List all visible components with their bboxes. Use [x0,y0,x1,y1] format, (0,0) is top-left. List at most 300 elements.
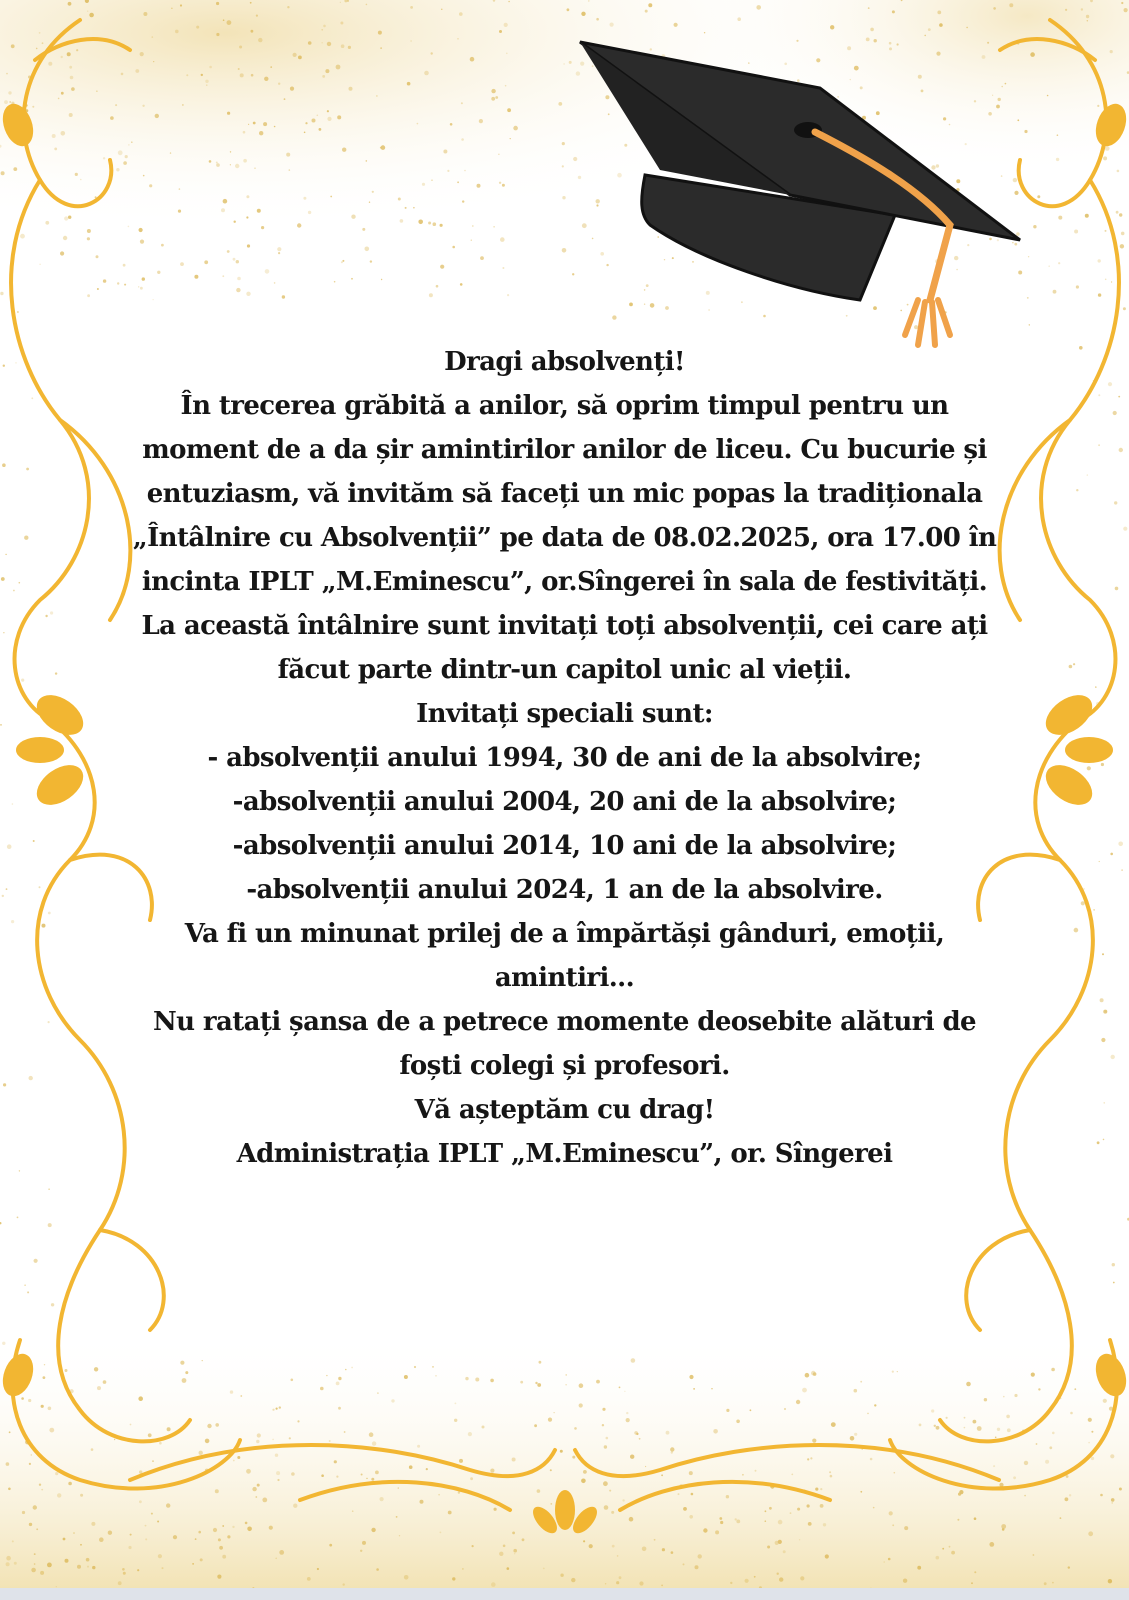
glitter-speck [624,144,627,147]
glitter-speck [40,1571,44,1575]
glitter-speck [360,1550,362,1552]
glitter-speck [369,1432,374,1437]
glitter-speck [334,281,336,283]
glitter-speck [465,1377,468,1380]
glitter-speck [548,1418,552,1422]
glitter-speck [1007,1428,1011,1432]
glitter-speck [977,1426,982,1431]
glitter-speck [918,75,922,79]
glitter-speck [480,256,484,260]
glitter-speck [837,96,838,97]
glitter-speck [123,1572,126,1575]
glitter-speck [936,1426,940,1430]
glitter-speck [1105,1010,1107,1012]
glitter-speck [654,1539,656,1541]
glitter-speck [167,1427,171,1431]
glitter-speck [1088,1442,1090,1444]
glitter-speck [209,66,212,69]
glitter-speck [291,1379,294,1382]
glitter-speck [138,1396,143,1401]
glitter-speck [375,1471,379,1475]
special-guest-item: - absolvenții anului 1994, 30 de ani de la absolvire; [207,743,922,773]
glitter-speck [472,1545,474,1547]
glitter-speck [124,284,126,286]
glitter-speck [381,279,382,280]
glitter-speck [1123,307,1126,310]
glitter-speck [157,1521,159,1523]
glitter-speck [254,167,256,169]
glitter-speck [507,108,511,112]
glitter-speck [438,1494,440,1496]
glitter-speck [142,277,145,280]
glitter-speck [866,38,870,42]
glitter-speck [897,1371,898,1372]
glitter-speck [459,1459,463,1463]
glitter-speck [870,1458,873,1461]
glitter-speck [1070,1412,1073,1415]
glitter-speck [305,122,307,124]
glitter-speck [123,264,126,267]
glitter-speck [1095,686,1097,688]
glitter-speck [892,10,895,13]
glitter-speck [429,293,433,297]
glitter-speck [240,73,244,77]
paragraph-line: entuziasm, vă invităm să faceți un mic popas la tradiționala [146,479,983,509]
glitter-speck [691,1493,694,1496]
glitter-speck [270,66,272,68]
glitter-speck [534,1424,537,1427]
glitter-speck [737,17,741,21]
glitter-speck [461,138,464,141]
glitter-speck [876,111,880,115]
glitter-speck [45,221,49,225]
glitter-speck [440,265,444,269]
glitter-speck [1058,262,1060,264]
glitter-speck [243,159,247,163]
glitter-speck [1111,1055,1115,1059]
glitter-speck [230,1390,233,1393]
glitter-speck [550,1503,552,1505]
glitter-speck [1009,3,1013,7]
glitter-speck [161,244,164,247]
glitter-speck [261,226,264,229]
glitter-speck [1115,587,1119,591]
glitter-speck [987,42,989,44]
glitter-speck [227,1535,230,1538]
glitter-speck [7,844,12,849]
glitter-speck [380,47,382,49]
glitter-speck [1074,928,1079,933]
glitter-speck [91,1448,94,1451]
glitter-speck [799,1539,800,1540]
glitter-speck [287,6,289,8]
glitter-speck [499,30,502,33]
glitter-speck [471,240,472,241]
glitter-speck [340,2,341,3]
glitter-speck [736,1520,740,1524]
glitter-speck [1049,1446,1052,1449]
glitter-speck [943,117,946,120]
glitter-speck [1119,1488,1122,1491]
glitter-speck [279,1406,281,1408]
glitter-speck [345,1369,347,1371]
glitter-speck [171,8,172,9]
glitter-speck [1024,1495,1026,1497]
glitter-speck [1120,244,1124,248]
glitter-speck [257,1433,261,1437]
glitter-speck [448,1511,452,1515]
glitter-speck [535,1382,537,1384]
glitter-speck [683,1563,685,1565]
glitter-speck [170,152,171,153]
glitter-speck [274,126,276,128]
glitter-speck [264,77,268,81]
glitter-speck [274,282,276,284]
glitter-speck [870,28,874,32]
glitter-speck [820,1504,824,1508]
paragraph-line: moment de a da șir amintirilor anilor de liceu. Cu bucurie și [142,435,987,465]
glitter-speck [149,184,152,187]
glitter-speck [494,1508,497,1511]
glitter-speck [221,208,225,212]
glitter-speck [612,1545,615,1548]
glitter-speck [499,182,501,184]
glitter-speck [284,98,286,100]
glitter-speck [648,3,652,7]
glitter-speck [565,1384,566,1385]
glitter-speck [949,124,951,126]
glitter-speck [352,1510,354,1512]
glitter-speck [924,35,926,37]
glitter-speck [2,1342,5,1345]
glitter-speck [32,106,34,108]
glitter-speck [461,102,463,104]
glitter-speck [645,10,648,13]
glitter-speck [796,1400,800,1404]
glitter-speck [777,1573,779,1575]
glitter-speck [12,803,14,805]
glitter-speck [1069,665,1073,669]
glitter-speck [1118,842,1123,847]
glitter-speck [513,1549,517,1553]
glitter-speck [767,1546,770,1549]
glitter-speck [428,222,431,225]
glitter-speck [1031,1373,1035,1377]
glitter-speck [966,27,967,28]
glitter-speck [236,288,240,292]
glitter-speck [989,238,992,241]
glitter-speck [629,1517,634,1522]
glitter-speck [246,195,249,198]
glitter-speck [337,115,341,119]
glitter-speck [60,251,64,255]
glitter-speck [440,1532,442,1534]
glitter-speck [103,157,105,159]
glitter-speck [22,1511,25,1514]
glitter-speck [17,311,19,313]
glitter-speck [1053,290,1057,294]
glitter-speck [362,228,365,231]
glitter-speck [115,104,117,106]
glitter-speck [256,15,258,17]
glitter-speck [8,1488,11,1491]
glitter-speck [513,126,518,131]
glitter-speck [55,672,57,674]
glitter-speck [175,30,179,34]
glitter-speck [491,1582,496,1587]
glitter-speck [1124,8,1128,12]
glitter-speck [624,1391,625,1392]
glitter-speck [9,101,11,103]
glitter-speck [55,1472,58,1475]
glitter-speck [148,1433,152,1437]
glitter-speck [377,1392,379,1394]
glitter-speck [604,1445,607,1448]
glitter-speck [326,1375,327,1376]
glitter-speck [1073,663,1075,665]
glitter-speck [1081,8,1083,10]
glitter-speck [750,1409,752,1411]
glitter-speck [554,1412,555,1413]
glitter-speck [797,1508,800,1511]
glitter-speck [558,102,562,106]
glitter-speck [508,1,510,3]
glitter-speck [138,286,139,287]
glitter-speck [338,1377,341,1380]
glitter-speck [122,1568,125,1571]
glitter-speck [3,365,5,367]
glitter-speck [1105,279,1107,281]
glitter-speck [131,141,133,143]
glitter-speck [956,179,960,183]
glitter-speck [1066,1475,1069,1478]
glitter-speck [988,112,992,116]
glitter-speck [894,1472,896,1474]
glitter-speck [48,912,51,915]
glitter-speck [1087,20,1088,21]
glitter-speck [123,161,127,165]
paragraph-line: La această întâlnire sunt invitați toți absolvenții, cei care ați [141,611,988,641]
glitter-speck [247,244,250,247]
glitter-speck [202,1360,203,1361]
glitter-speck [956,269,958,271]
glitter-speck [223,199,228,204]
glitter-speck [417,123,419,125]
glitter-speck [1024,130,1027,133]
glitter-speck [522,1538,525,1541]
glitter-speck [279,1550,284,1555]
glitter-speck [259,131,263,135]
glitter-speck [114,1439,115,1440]
paragraph-line: „Întâlnire cu Absolvenții” pe data de 08.02.2025, ora 17.00 în [132,523,997,553]
glitter-speck [802,1388,807,1393]
glitter-speck [462,200,464,202]
glitter-speck [889,47,892,50]
glitter-speck [514,1553,515,1554]
glitter-speck [695,1565,699,1569]
glitter-speck [874,39,877,42]
glitter-speck [830,1475,833,1478]
glitter-speck [631,1358,636,1363]
glitter-speck [196,26,199,29]
glitter-speck [319,128,322,131]
glitter-speck [600,252,604,256]
glitter-speck [251,30,254,33]
glitter-speck [984,1398,987,1401]
glitter-speck [216,33,219,36]
glitter-speck [665,306,669,310]
glitter-speck [1014,243,1017,246]
glitter-speck [495,96,498,99]
glitter-speck [830,25,834,29]
glitter-speck [121,73,124,76]
glitter-speck [934,1425,936,1427]
glitter-speck [452,1577,455,1580]
glitter-speck [1051,1368,1055,1372]
glitter-speck [6,1562,10,1566]
glitter-speck [103,279,106,282]
glitter-speck [1003,1396,1005,1398]
glitter-speck [1065,9,1067,11]
glitter-speck [222,1555,226,1559]
glitter-speck [130,1534,132,1536]
glitter-speck [606,1437,609,1440]
glitter-speck [756,5,761,10]
glitter-speck [308,41,312,45]
glitter-speck [636,1433,638,1435]
glitter-speck [854,1389,858,1393]
glitter-speck [888,1558,891,1561]
glitter-speck [1,171,5,175]
glitter-speck [128,226,130,228]
glitter-speck [468,1432,472,1436]
glitter-speck [6,888,8,890]
glitter-speck [765,1510,767,1512]
glitter-speck [565,1374,567,1376]
glitter-speck [327,110,329,112]
glitter-speck [503,1545,506,1548]
glitter-speck [873,306,877,310]
glitter-speck [964,1427,966,1429]
glitter-speck [989,1542,994,1547]
glitter-speck [246,292,250,296]
glitter-speck [257,209,261,213]
glitter-speck [71,87,75,91]
glitter-speck [43,1376,46,1379]
glitter-speck [588,0,590,2]
glitter-speck [34,1553,36,1555]
glitter-speck [580,62,584,66]
glitter-speck [810,1457,812,1459]
glitter-speck [996,105,1000,109]
glitter-speck [1101,1038,1105,1042]
glitter-speck [1014,1394,1017,1397]
glitter-speck [617,1555,619,1557]
glitter-speck [87,294,90,297]
glitter-speck [125,155,128,158]
glitter-speck [431,180,432,181]
glitter-speck [883,1561,885,1563]
glitter-speck [275,1558,277,1560]
glitter-speck [139,1500,142,1503]
glitter-speck [479,119,483,123]
glitter-speck [1001,175,1003,177]
glitter-speck [1100,998,1104,1002]
glitter-speck [243,131,246,134]
glitter-speck [592,65,594,67]
glitter-speck [435,1375,437,1377]
glitter-speck [742,1474,744,1476]
glitter-speck [873,1507,875,1509]
glitter-speck [897,43,899,45]
glitter-speck [626,1418,630,1422]
glitter-speck [67,52,71,56]
glitter-speck [41,1489,43,1491]
glitter-speck [272,1409,274,1411]
signature: Administrația IPLT „M.Eminescu”, or. Sîngerei [236,1139,893,1169]
glitter-speck [455,1403,457,1405]
glitter-speck [391,1399,394,1402]
glitter-speck [815,1488,818,1491]
glitter-speck [860,1381,862,1383]
glitter-speck [8,91,11,94]
glitter-speck [1121,2,1123,4]
glitter-speck [258,38,262,42]
glitter-speck [344,1431,346,1433]
glitter-speck [39,886,41,888]
glitter-speck [1105,230,1107,232]
glitter-speck [967,244,969,246]
glitter-speck [431,52,433,54]
glitter-speck [216,2,219,5]
glitter-speck [6,73,8,75]
glitter-speck [831,1422,836,1427]
glitter-speck [813,1372,817,1376]
glitter-speck [348,46,351,49]
glitter-speck [1110,853,1113,856]
glitter-speck [405,207,407,209]
glitter-speck [867,1413,869,1415]
glitter-speck [2,895,4,897]
glitter-speck [820,1488,822,1490]
glitter-speck [779,1577,783,1581]
glitter-speck [0,1222,2,1224]
glitter-speck [103,1380,107,1384]
glitter-speck [3,1083,6,1086]
glitter-speck [20,234,25,239]
glitter-speck [769,1507,772,1510]
glitter-speck [507,1567,510,1570]
glitter-speck [128,1546,131,1549]
glitter-speck [1047,95,1049,97]
glitter-speck [502,184,505,187]
glitter-speck [14,1562,17,1565]
glitter-speck [376,1568,379,1571]
glitter-speck [182,1378,187,1383]
glitter-speck [396,1516,398,1518]
glitter-speck [693,1388,695,1390]
glitter-speck [973,1420,977,1424]
glitter-speck [602,1424,604,1426]
glitter-speck [376,95,377,96]
glitter-speck [609,1490,611,1492]
glitter-speck [1121,869,1123,871]
glitter-speck [596,199,600,203]
glitter-speck [31,397,33,399]
glitter-speck [735,1518,737,1520]
glitter-speck [252,1487,256,1491]
glitter-speck [596,204,598,206]
